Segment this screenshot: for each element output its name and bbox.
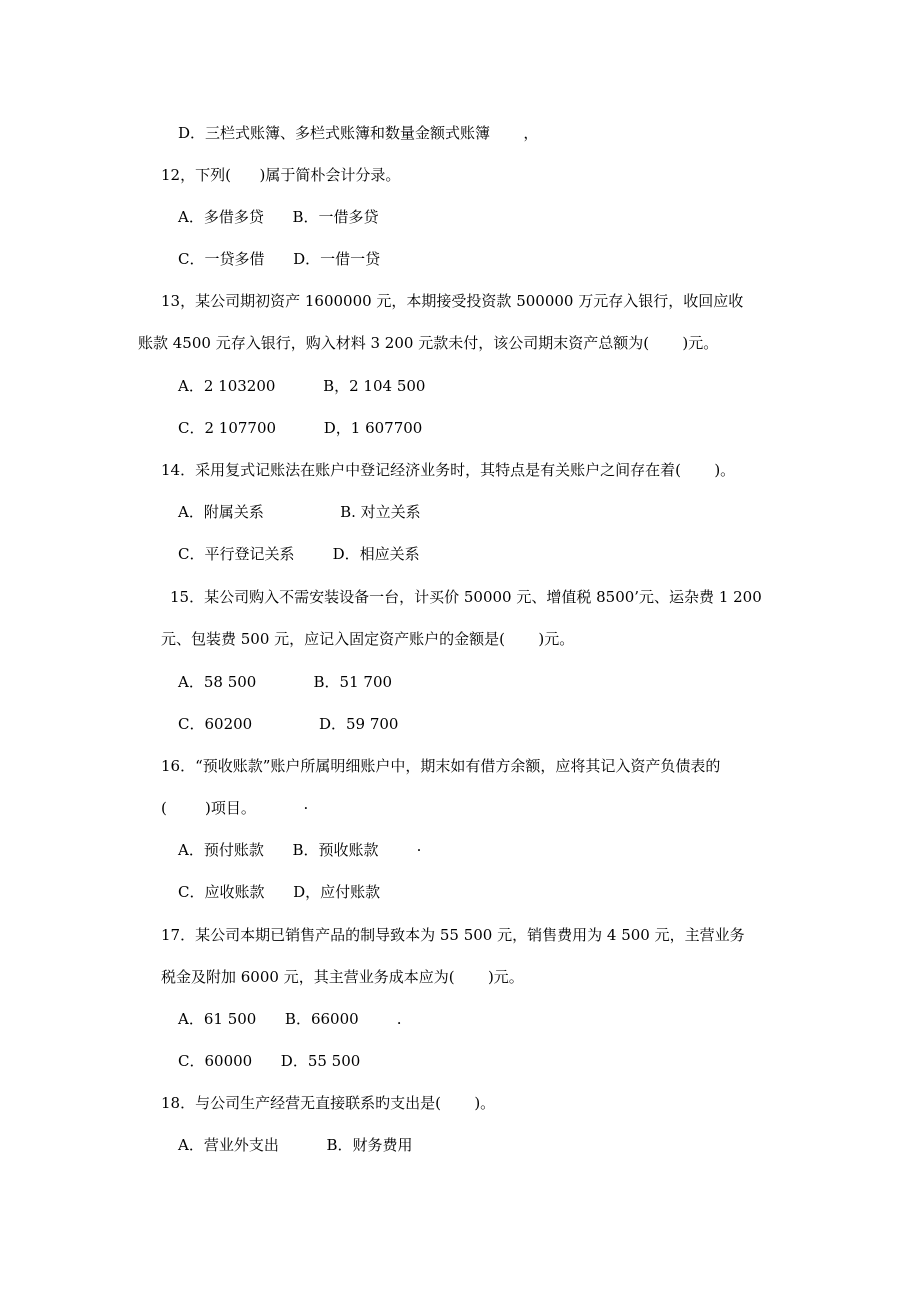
question-16-line-1: 16．“预收账款”账户所属明细账户中，期末如有借方余额，应将其记入资产负债表的 — [161, 757, 721, 775]
question-14: 14．采用复式记账法在账户中登记经济业务时，其特点是有关账户之间存在着( )。 — [161, 461, 736, 479]
options-q16-ab: A．预付账款 B．预收账款 · — [178, 841, 422, 859]
options-q15-cd: C．60200 D．59 700 — [178, 715, 399, 733]
question-15-line-1: 15．某公司购入不需安装设备一台，计买价 50000 元、增值税 8500’元、运杂费 1 200 — [170, 588, 762, 606]
options-q17-ab: A．61 500 B．66000 . — [178, 1010, 402, 1028]
question-18: 18．与公司生产经营无直接联系旳支出是( )。 — [161, 1094, 496, 1112]
options-q15-ab: A．58 500 B．51 700 — [178, 673, 393, 691]
question-13-line-1: 13，某公司期初资产 1600000 元，本期接受投资款 500000 万元存入银行，收回应收 — [161, 292, 744, 310]
options-q12-ab: A．多借多贷 B．一借多贷 — [178, 208, 379, 226]
options-q12-cd: C．一贷多借 D．一借一贷 — [178, 250, 381, 268]
question-13-line-2: 账款 4500 元存入银行，购入材料 3 200 元款未付，该公司期末资产总额为( )元。 — [138, 334, 719, 352]
options-q13-cd: C．2 107700 D，1 607700 — [178, 419, 423, 437]
options-q13-ab: A．2 103200 B，2 104 500 — [178, 377, 426, 395]
options-q16-cd: C．应收账款 D，应付账款 — [178, 883, 381, 901]
question-17-line-1: 17．某公司本期已销售产品的制导致本为 55 500 元，销售费用为 4 500 元，主营业务 — [161, 926, 745, 944]
options-q18-ab: A．营业外支出 B．财务费用 — [178, 1136, 413, 1154]
options-q14-cd: C．平行登记关系 D．相应关系 — [178, 545, 420, 563]
question-17-line-2: 税金及附加 6000 元，其主营业务成本应为( )元。 — [161, 968, 524, 986]
options-q14-ab: A．附属关系 B. 对立关系 — [178, 503, 421, 521]
question-16-line-2: ( )项目。 · — [161, 799, 309, 817]
options-q17-cd: C．60000 D．55 500 — [178, 1052, 361, 1070]
question-15-line-2: 元、包装费 500 元，应记入固定资产账户的金额是( )元。 — [161, 630, 575, 648]
question-12: 12，下列( )属于简朴会计分录。 — [161, 166, 401, 184]
option-line-d-q11: D．三栏式账簿、多栏式账簿和数量金额式账簿 ， — [178, 124, 539, 142]
